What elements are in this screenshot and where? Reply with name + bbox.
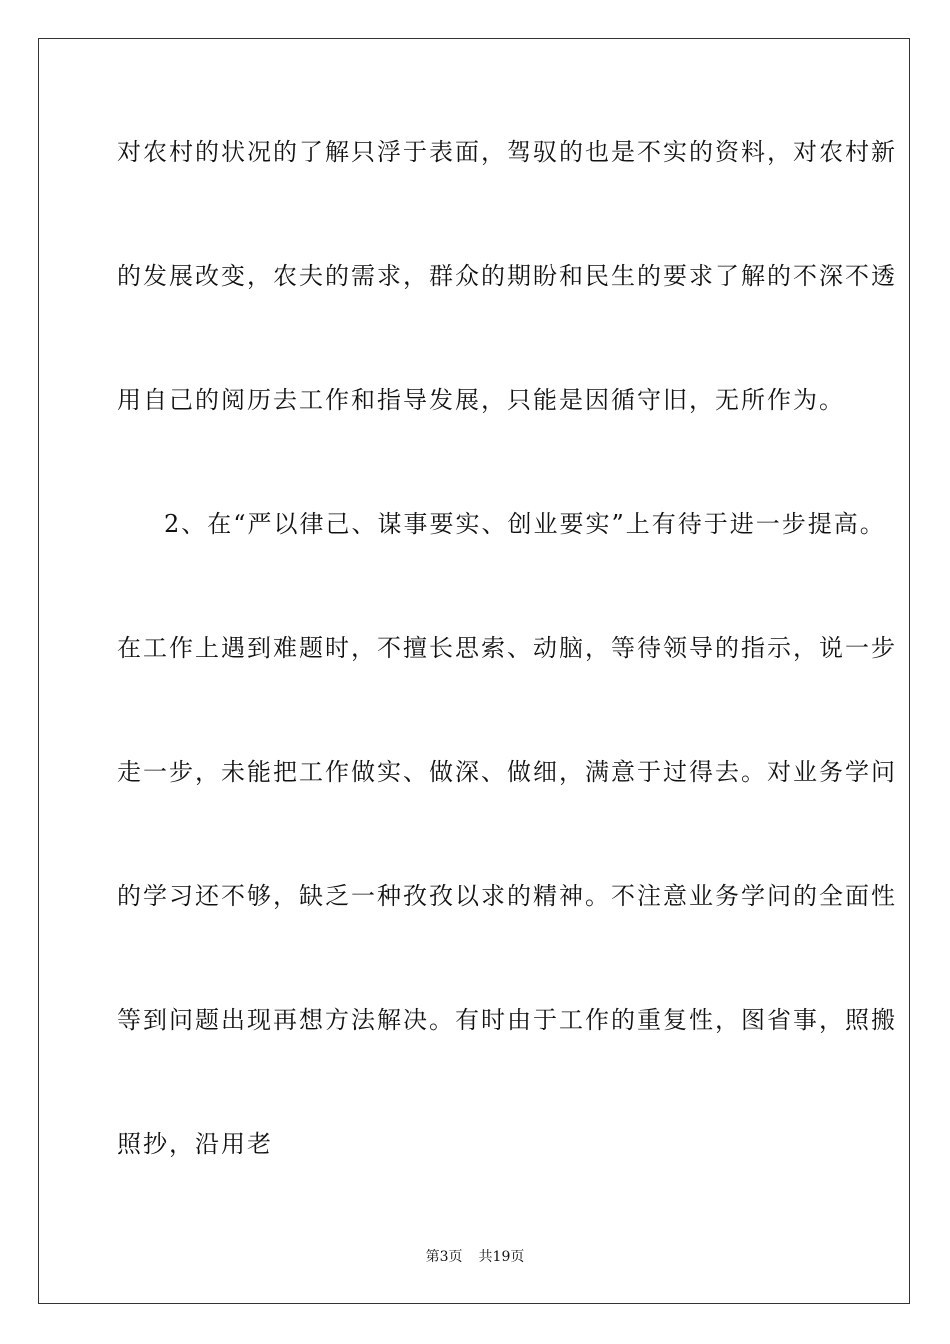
- body-line-9: 照抄，沿用老: [117, 1130, 273, 1158]
- body-line-1: 对农村的状况的了解只浮于表面，驾驭的也是不实的资料，对农村新: [117, 138, 897, 166]
- page-total: 共19页: [478, 1249, 525, 1265]
- page-number: 第3页: [425, 1249, 463, 1265]
- section-heading-2: 2、在“严以律己、谋事要实、创业要实”上有待于进一步提高。: [164, 510, 886, 538]
- body-line-8: 等到问题出现再想方法解决。有时由于工作的重复性，图省事，照搬: [117, 1006, 897, 1034]
- body-line-5: 在工作上遇到难题时，不擅长思索、动脑，等待领导的指示，说一步: [117, 634, 897, 662]
- page-footer: [0, 1247, 950, 1267]
- body-line-6: 走一步，未能把工作做实、做深、做细，满意于过得去。对业务学问: [117, 758, 897, 786]
- body-line-2: 的发展改变，农夫的需求，群众的期盼和民生的要求了解的不深不透: [117, 262, 897, 290]
- body-line-7: 的学习还不够，缺乏一种孜孜以求的精神。不注意业务学问的全面性: [117, 882, 897, 910]
- body-line-3: 用自己的阅历去工作和指导发展，只能是因循守旧，无所作为。: [117, 386, 845, 414]
- page-border: [38, 38, 910, 1304]
